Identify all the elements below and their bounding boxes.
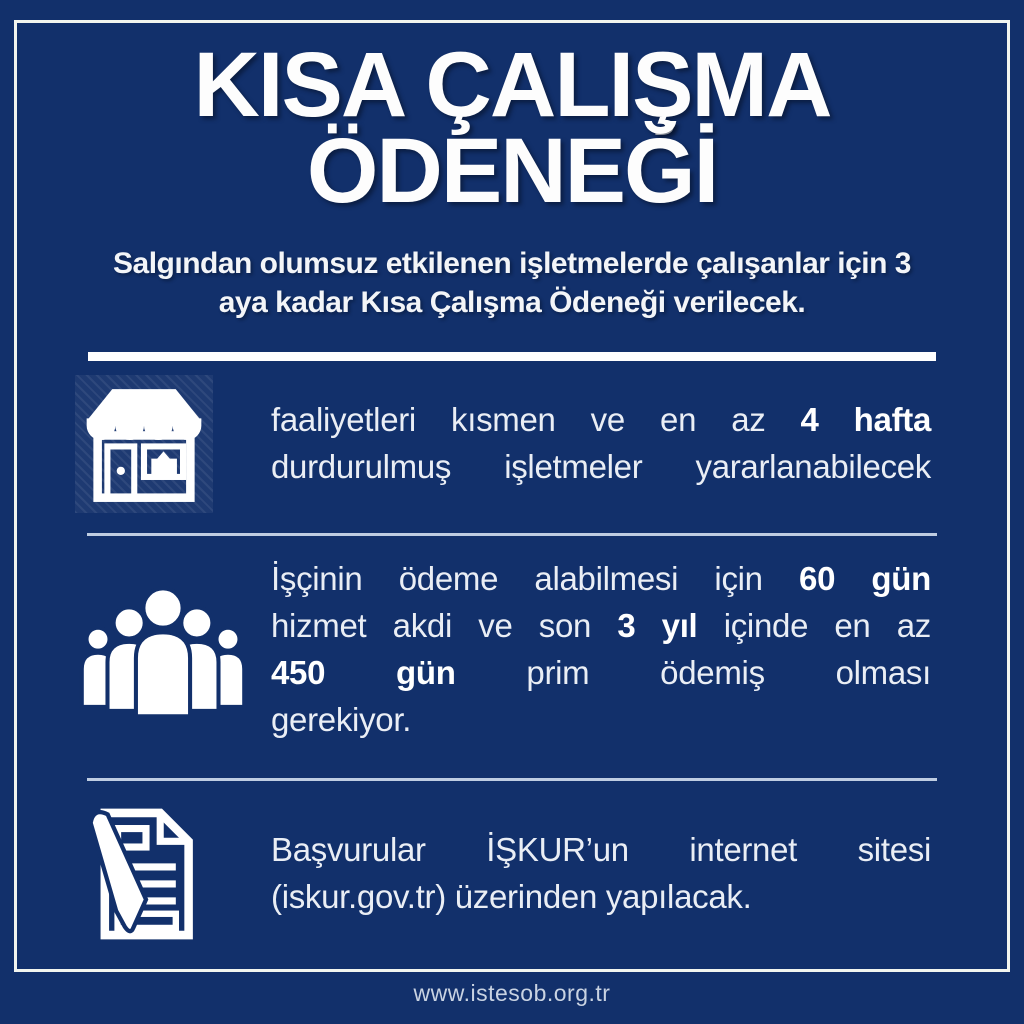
subtitle: Salgından olumsuz etkilenen işletmelerde çalışanlar için 3 aya kadar Kısa Çalışma Ödeneği verilecek. xyxy=(113,247,911,320)
section-text-eligible-businesses: faaliyetleri kısmen ve en az 4 hafta durdurulmuş işletmeler yararlanabilecek xyxy=(271,401,932,486)
footer-website: www.istesob.org.tr xyxy=(413,980,611,1006)
section-text-application: Başvurular İŞKUR’un internet sitesi (iskur.gov.tr) üzerinden yapılacak. xyxy=(271,830,931,915)
thin-divider-2 xyxy=(87,778,937,781)
section-worker-conditions xyxy=(17,556,1007,743)
thick-divider xyxy=(88,352,936,361)
people-group-icon xyxy=(75,582,251,718)
section-text-worker-conditions: İşçinin ödeme alabilmesi için 60 gün hizmet akdi ve son 3 yıl içinde en az 450 gün prim ödemiş olması gerekiyor. xyxy=(271,560,931,738)
section-eligible-businesses xyxy=(17,375,1007,513)
section-application xyxy=(17,803,1007,945)
document-pen-icon xyxy=(75,803,217,945)
thin-divider-1 xyxy=(87,533,937,536)
title-line-1: KISA ÇALIŞMA xyxy=(193,34,831,136)
page-title xyxy=(17,34,1007,222)
poster-frame xyxy=(14,20,1010,972)
storefront-icon xyxy=(75,375,213,513)
title-line-2: ÖDENEĞİ xyxy=(306,119,718,222)
